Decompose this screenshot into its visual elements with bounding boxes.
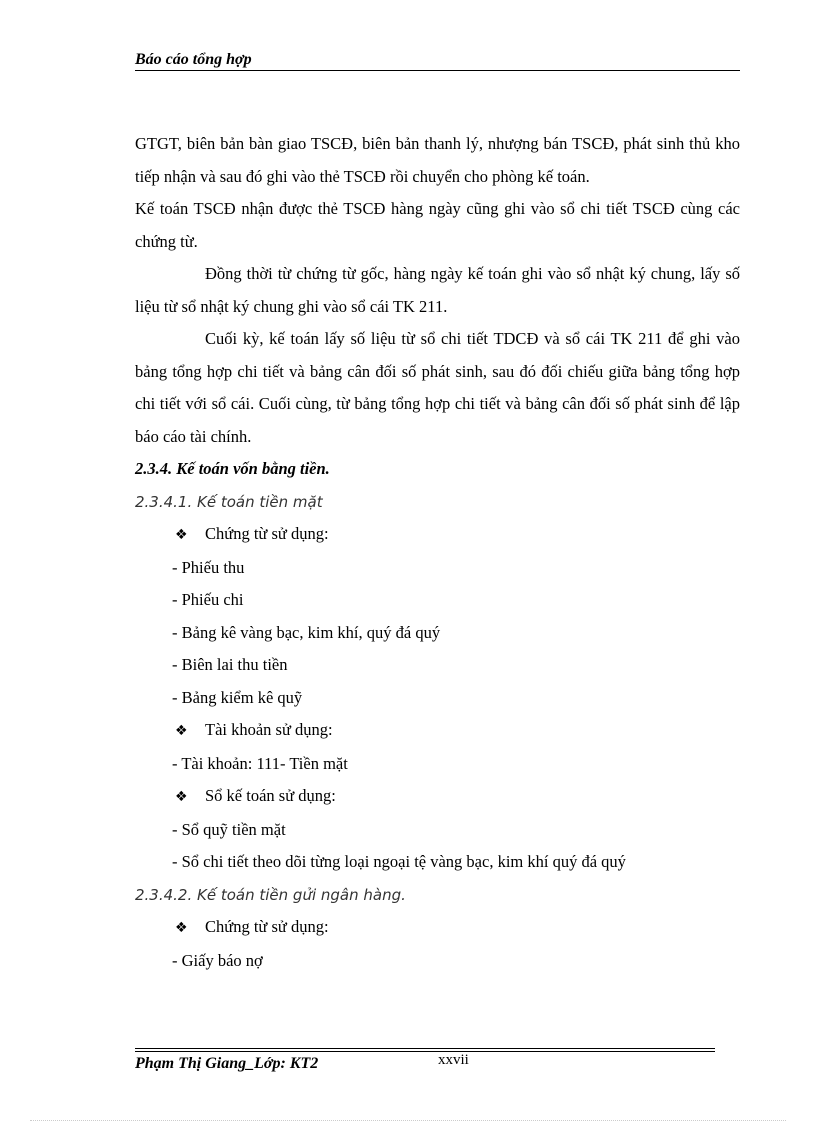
diamond-bullet-icon: ❖: [175, 789, 188, 805]
subsection-heading-1: 2.3.4.1. Kế toán tiền mặt: [135, 492, 323, 511]
footer-rule: [135, 1048, 715, 1049]
list-item: - Giấy báo nợ: [172, 950, 263, 970]
list-item: - Bảng kiểm kê quỹ: [172, 687, 303, 707]
section-heading: 2.3.4. Kế toán vốn bằng tiền.: [135, 459, 330, 478]
bullet-label: Sổ kế toán sử dụng:: [205, 786, 336, 805]
paragraph-3: Đồng thời từ chứng từ gốc, hàng ngày kế toán ghi vào sổ nhật ký chung, lấy số liệu từ sổ nhật ký chung ghi vào sổ cái TK 211.: [135, 264, 740, 316]
page-edge: [30, 1120, 786, 1121]
list-item: - Sổ chi tiết theo dõi từng loại ngoại tệ vàng bạc, kim khí quý đá quý: [172, 852, 626, 871]
bullet-label: Tài khoản sử dụng:: [205, 720, 333, 739]
list-item: - Bảng kê vàng bạc, kim khí, quý đá quý: [172, 622, 441, 642]
document-body: [135, 128, 740, 977]
bullet-label: Chứng từ sử dụng:: [205, 524, 329, 543]
list-item: - Sổ quỹ tiền mặt: [172, 819, 286, 839]
footer-author: Phạm Thị Giang_Lớp: KT2: [135, 1055, 319, 1072]
diamond-bullet-icon: ❖: [175, 723, 188, 739]
page-header-title: Báo cáo tổng hợp: [135, 51, 252, 68]
paragraph-4: Cuối kỳ, kế toán lấy số liệu từ sổ chi tiết TDCĐ và sổ cái TK 211 để ghi vào bảng tổng hợp chi tiết và bảng cân đối số phát sinh, sau đó đối chiếu giữa bảng tổng hợp chi tiết với sổ cái. Cuối cùng, từ bảng tổng hợp chi tiết và bảng cân đối số phát sinh để lập báo cáo tài chính.: [135, 329, 740, 446]
list-item: - Phiếu chi: [172, 590, 244, 609]
page-number: xxvii: [438, 1052, 469, 1068]
diamond-bullet-icon: ❖: [175, 527, 188, 543]
list-item: - Tài khoản: 111- Tiền mặt: [172, 753, 348, 773]
bullet-documents-2: [135, 911, 740, 945]
bullet-label: Chứng từ sử dụng:: [205, 917, 329, 936]
bullet-ledgers: [135, 780, 740, 814]
bullet-documents: [135, 518, 740, 552]
bullet-accounts: [135, 714, 740, 748]
diamond-bullet-icon: ❖: [175, 920, 188, 936]
list-item: - Biên lai thu tiền: [172, 655, 288, 674]
list-item: - Phiếu thu: [172, 557, 245, 577]
header-rule: [135, 70, 740, 71]
footer-rule: [135, 1051, 715, 1052]
subsection-heading-2: 2.3.4.2. Kế toán tiền gửi ngân hàng.: [135, 885, 406, 904]
paragraph-2: Kế toán TSCĐ nhận được thẻ TSCĐ hàng ngày cũng ghi vào sổ chi tiết TSCĐ cùng các chứng từ.: [135, 199, 740, 251]
paragraph-1: GTGT, biên bản bàn giao TSCĐ, biên bản thanh lý, nhượng bán TSCĐ, phát sinh thủ kho tiếp nhận và sau đó ghi vào thẻ TSCĐ rồi chuyển cho phòng kế toán.: [135, 134, 740, 186]
